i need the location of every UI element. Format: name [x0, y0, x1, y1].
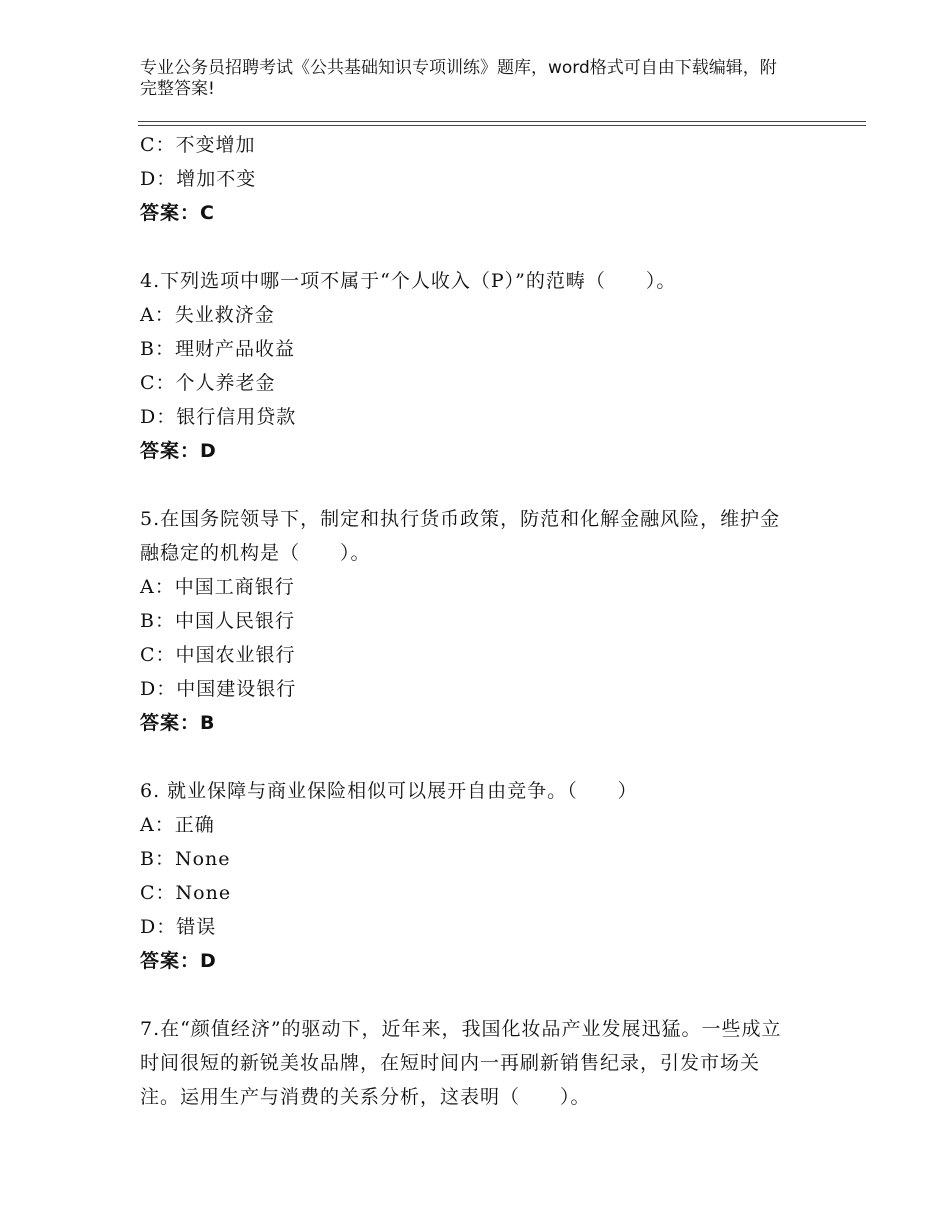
header-divider-top — [138, 121, 866, 122]
question-stem: 6. 就业保障与商业保险相似可以展开自由竞争。（ ） — [140, 780, 638, 802]
option-b: B：None — [140, 848, 231, 870]
answer-line: 答案：D — [140, 440, 217, 462]
option-c: C：None — [140, 882, 232, 904]
option-d: D：错误 — [140, 916, 217, 938]
option-c: C：个人养老金 — [140, 372, 276, 394]
option-a: A：中国工商银行 — [140, 576, 295, 598]
option-c: C：不变增加 — [140, 134, 256, 156]
option-a: A：失业救济金 — [140, 304, 275, 326]
option-b: B：理财产品收益 — [140, 338, 295, 360]
spacer — [140, 978, 800, 1012]
spacer — [140, 740, 800, 774]
question-content — [140, 128, 800, 1114]
question-stem: 5.在国务院领导下，制定和执行货币政策，防范和化解金融风险，维护金融稳定的机构是（ ）。 — [140, 508, 781, 564]
answer-line: 答案：D — [140, 950, 217, 972]
answer-line: 答案：B — [140, 712, 216, 734]
question-stem: 7.在“颜值经济”的驱动下，近年来，我国化妆品产业发展迅猛。一些成立时间很短的新锐美妆品牌，在短时间内一再刷新销售纪录，引发市场关注。运用生产与消费的关系分析，这表明（ ）。 — [140, 1018, 782, 1108]
spacer — [140, 468, 800, 502]
page-header: 专业公务员招聘考试《公共基础知识专项训练》题库，word格式可自由下载编辑，附完整答案! — [140, 58, 777, 99]
option-b: B：中国人民银行 — [140, 610, 295, 632]
option-a: A：正确 — [140, 814, 215, 836]
answer-line: 答案：C — [140, 202, 215, 224]
question-stem: 4.下列选项中哪一项不属于“个人收入（P）”的范畴（ ）。 — [140, 270, 677, 292]
option-d: D：银行信用贷款 — [140, 406, 297, 428]
option-d: D：中国建设银行 — [140, 678, 297, 700]
header-divider-bottom — [138, 125, 866, 126]
option-d: D：增加不变 — [140, 168, 257, 190]
option-c: C：中国农业银行 — [140, 644, 296, 666]
spacer — [140, 230, 800, 264]
